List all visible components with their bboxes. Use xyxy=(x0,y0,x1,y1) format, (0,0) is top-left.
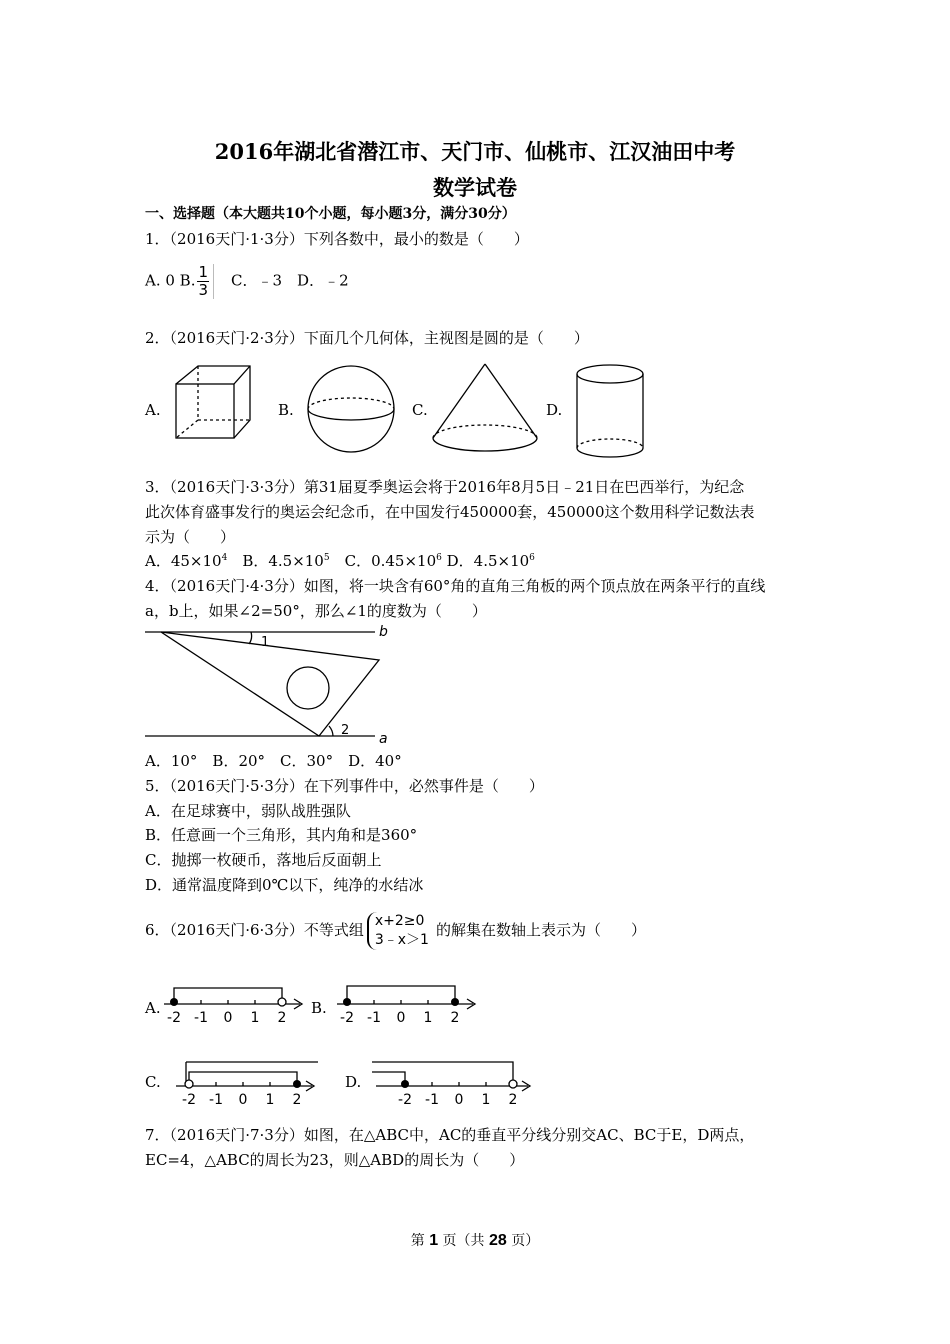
tick-label: -2 xyxy=(182,1092,196,1108)
tick-label: -2 xyxy=(340,1010,354,1026)
section-heading: 一、选择题（本大题共10个小题，每小题3分，满分30分） xyxy=(145,206,516,222)
q3-option-c: C．0.45×10 xyxy=(329,552,437,570)
q1-fraction-numerator: 1 xyxy=(198,263,209,281)
q3-option-a: A．45×10 xyxy=(145,552,222,570)
tick-label: 2 xyxy=(508,1092,518,1108)
footer-mid: 页（共 xyxy=(438,1233,489,1249)
tick-label: 0 xyxy=(223,1010,233,1026)
page-footer xyxy=(0,1230,950,1250)
q5-option-a: A．在足球赛中，弱队战胜强队 xyxy=(145,802,351,820)
tick-label: 1 xyxy=(481,1092,491,1108)
tick-label: -1 xyxy=(194,1010,208,1026)
tick-label: 1 xyxy=(265,1092,275,1108)
tick-label: -2 xyxy=(398,1092,412,1108)
label-b: b xyxy=(379,624,388,640)
q2-label-c: C. xyxy=(412,401,428,419)
set-square xyxy=(161,632,379,736)
label-a: a xyxy=(379,731,388,746)
q1-fraction xyxy=(197,264,214,299)
footer-pre: 第 xyxy=(410,1233,430,1249)
q6-label-c: C. xyxy=(145,1073,161,1091)
tick-label: 2 xyxy=(277,1010,287,1026)
tick-label: 2 xyxy=(292,1092,302,1108)
q3-exponent-a: 4 xyxy=(221,553,228,563)
angle-1-arc xyxy=(249,632,252,644)
cone-figure xyxy=(430,360,542,456)
q3-option-b: B．4.5×10 xyxy=(227,552,324,570)
q6-stem-post: 的解集在数轴上表示为（ ） xyxy=(435,921,646,939)
q5-option-c: C．抛掷一枚硬币，落地后反面朝上 xyxy=(145,851,382,869)
footer-page-number: 1 xyxy=(429,1232,439,1249)
number-line-a xyxy=(160,982,310,1028)
inequality-1: x+2≥0 xyxy=(374,913,425,929)
tick-label: 1 xyxy=(423,1010,433,1026)
question-5-stem: 5．（2016天门·5·3分）在下列事件中，必然事件是（ ） xyxy=(145,777,544,795)
question-6-stem xyxy=(145,912,646,950)
number-line-c xyxy=(172,1058,322,1108)
tick-label: -1 xyxy=(209,1092,223,1108)
q5-option-b: B．任意画一个三角形，其内角和是360° xyxy=(145,826,418,844)
parallel-lines-triangle-figure xyxy=(143,622,393,746)
question-3-options xyxy=(145,550,535,571)
q1-options-rest: C．﹣3 D．﹣2 xyxy=(216,271,349,290)
question-3-line2: 此次体育盛事发行的奥运会纪念币，在中国发行450000套，450000这个数用科学记数法表 xyxy=(145,503,755,521)
question-4-line2: a，b上，如果∠2=50°，那么∠1的度数为（ ） xyxy=(145,602,487,620)
tick-label: -1 xyxy=(425,1092,439,1108)
q2-label-a: A. xyxy=(145,401,161,419)
question-4-options: A．10° B．20° C．30° D．40° xyxy=(145,752,402,770)
inequality-system xyxy=(367,912,433,950)
paper-subtitle: 数学试卷 xyxy=(433,175,517,200)
question-7-line2: EC=4，△ABC的周长为23，则△ABD的周长为（ ） xyxy=(145,1151,525,1169)
question-7-line1: 7．（2016天门·7·3分）如图，在△ABC中，AC的垂直平分线分别交AC、BC于E，D两点， xyxy=(145,1126,755,1144)
angle-2-arc xyxy=(329,726,333,736)
angle-2-label: 2 xyxy=(341,723,350,738)
q1-fraction-denominator: 3 xyxy=(198,281,209,299)
q6-label-d: D. xyxy=(345,1073,362,1091)
cylinder-figure xyxy=(572,362,648,464)
q6-label-b: B. xyxy=(311,999,327,1017)
q3-exponent-c: 6 xyxy=(436,553,442,563)
sphere-figure xyxy=(303,363,399,455)
q3-exponent-b: 5 xyxy=(323,553,330,563)
number-line-d xyxy=(372,1058,536,1108)
question-4-line1: 4．（2016天门·4·3分）如图，将一块含有60°角的直角三角板的两个顶点放在两条平行的直线 xyxy=(145,577,766,595)
tick-label: -2 xyxy=(167,1010,181,1026)
question-3-line1: 3．（2016天门·3·3分）第31届夏季奥运会将于2016年8月5日﹣21日在巴西举行，为纪念 xyxy=(145,478,745,496)
q6-stem-pre: 6．（2016天门·6·3分）不等式组 xyxy=(145,921,364,939)
question-3-line3: 示为（ ） xyxy=(145,528,236,546)
q6-label-a: A. xyxy=(145,999,161,1017)
footer-total-pages: 28 xyxy=(489,1232,507,1249)
q3-option-d: D．4.5×10 xyxy=(441,552,530,570)
q1-option-a: A. 0 B. xyxy=(145,271,196,290)
tick-label: 2 xyxy=(450,1010,460,1026)
set-square-hole xyxy=(287,667,329,709)
tick-label: 0 xyxy=(238,1092,248,1108)
question-2-stem: 2．（2016天门·2·3分）下面几个几何体，主视图是圆的是（ ） xyxy=(145,329,589,347)
tick-label: 1 xyxy=(250,1010,260,1026)
q2-label-b: B. xyxy=(278,401,294,419)
q2-label-d: D. xyxy=(546,401,563,419)
tick-label: 0 xyxy=(454,1092,464,1108)
question-1-options xyxy=(145,264,349,299)
q5-option-d: D．通常温度降到0℃以下，纯净的水结冰 xyxy=(145,876,424,894)
cube-figure xyxy=(170,362,256,442)
number-line-b xyxy=(333,982,483,1028)
tick-label: -1 xyxy=(367,1010,381,1026)
tick-label: 0 xyxy=(396,1010,406,1026)
question-1-stem: 1．（2016天门·1·3分）下列各数中，最小的数是（ ） xyxy=(145,230,529,248)
footer-post: 页） xyxy=(506,1233,540,1249)
q3-exponent-d: 6 xyxy=(529,553,535,563)
paper-title: 2016年湖北省潜江市、天门市、仙桃市、江汉油田中考 xyxy=(214,139,736,164)
angle-1-label: 1 xyxy=(261,635,270,650)
inequality-2: 3﹣x＞1 xyxy=(374,932,429,948)
